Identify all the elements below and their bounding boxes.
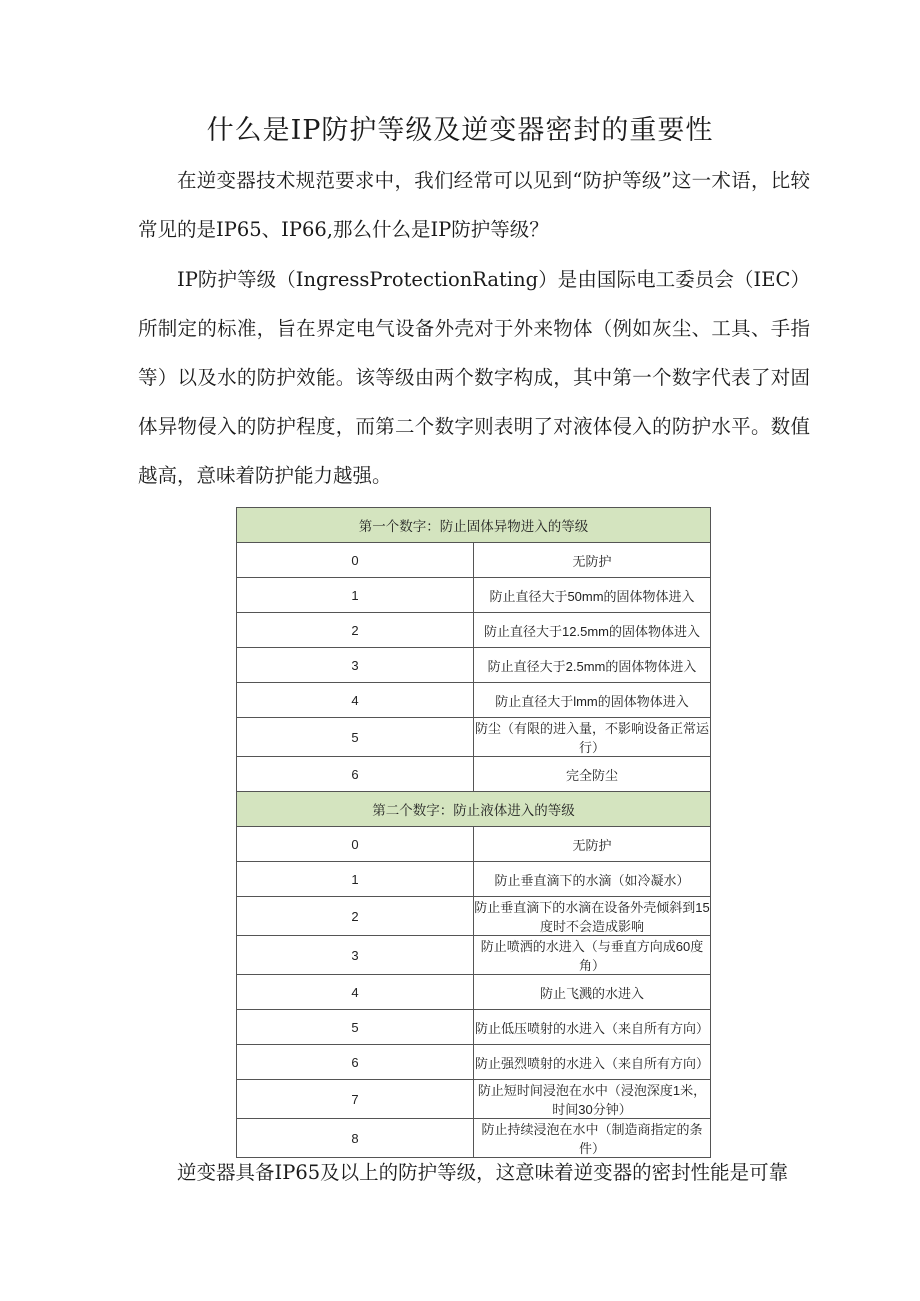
level-number: 7	[237, 1080, 474, 1119]
level-description: 防止垂直滴下的水滴在设备外壳倾斜到15度时不会造成影响	[474, 897, 711, 936]
level-number: 2	[237, 897, 474, 936]
level-number: 8	[237, 1119, 474, 1158]
level-description: 完全防尘	[474, 757, 711, 792]
level-description: 无防护	[474, 827, 711, 862]
table-row	[237, 757, 711, 792]
level-number: 6	[237, 1045, 474, 1080]
liquid-section-header-row	[237, 792, 711, 827]
level-description: 防止强烈喷射的水进入（来自所有方向）	[474, 1045, 711, 1080]
table-row	[237, 897, 711, 936]
level-description: 防止短时间浸泡在水中（浸泡深度1米，时间30分钟）	[474, 1080, 711, 1119]
page-title: 什么是IP防护等级及逆变器密封的重要性	[206, 115, 714, 146]
ip-definition-paragraph: IP防护等级（IngressProtectionRating）是由国际电工委员会（IEC）所制定的标准，旨在界定电气设备外壳对于外来物体（例如灰尘、工具、手指等）以及水的防护效能。该等级由两个数字构成，其中第一个数字代表了对固体异物侵入的防护程度，而第二个数字则表明了对液体侵入的防护水平。数值越高，意味着防护能力越强。	[138, 268, 810, 487]
level-number: 6	[237, 757, 474, 792]
table-row	[237, 827, 711, 862]
level-number: 5	[237, 718, 474, 757]
level-description: 防止直径大于lmm的固体物体进入	[474, 683, 711, 718]
table-row	[237, 1080, 711, 1119]
level-description: 无防护	[474, 543, 711, 578]
level-number: 1	[237, 578, 474, 613]
level-number: 1	[237, 862, 474, 897]
level-number: 3	[237, 936, 474, 975]
level-number: 4	[237, 683, 474, 718]
level-description: 防止直径大于12.5mm的固体物体进入	[474, 613, 711, 648]
level-number: 5	[237, 1010, 474, 1045]
table-row	[237, 862, 711, 897]
level-description: 防止持续浸泡在水中（制造商指定的条件）	[474, 1119, 711, 1158]
intro-paragraph: 在逆变器技术规范要求中，我们经常可以见到“防护等级”这一术语，比较常见的是IP65、IP66,那么什么是IP防护等级？	[138, 169, 810, 241]
level-number: 0	[237, 543, 474, 578]
table-row	[237, 1045, 711, 1080]
ip-rating-table	[236, 507, 711, 1158]
liquid-section-header: 第二个数字：防止液体进入的等级	[237, 792, 711, 827]
table-row	[237, 936, 711, 975]
table-row	[237, 718, 711, 757]
table-row	[237, 613, 711, 648]
level-description: 防止直径大于2.5mm的固体物体进入	[474, 648, 711, 683]
table-row	[237, 683, 711, 718]
level-description: 防止喷洒的水进入（与垂直方向成60度角）	[474, 936, 711, 975]
conclusion-paragraph: 逆变器具备IP65及以上的防护等级，这意味着逆变器的密封性能是可靠	[177, 1161, 789, 1184]
level-number: 2	[237, 613, 474, 648]
level-description: 防止垂直滴下的水滴（如冷凝水）	[474, 862, 711, 897]
level-number: 3	[237, 648, 474, 683]
table-row	[237, 975, 711, 1010]
level-number: 0	[237, 827, 474, 862]
level-number: 4	[237, 975, 474, 1010]
table-row	[237, 1010, 711, 1045]
level-description: 防尘（有限的进入量，不影响设备正常运行）	[474, 718, 711, 757]
level-description: 防止直径大于50mm的固体物体进入	[474, 578, 711, 613]
level-description: 防止飞溅的水进入	[474, 975, 711, 1010]
level-description: 防止低压喷射的水进入（来自所有方向）	[474, 1010, 711, 1045]
table-row	[237, 648, 711, 683]
table-row	[237, 543, 711, 578]
solid-section-header-row	[237, 508, 711, 543]
solid-section-header: 第一个数字：防止固体异物进入的等级	[237, 508, 711, 543]
table-row	[237, 578, 711, 613]
